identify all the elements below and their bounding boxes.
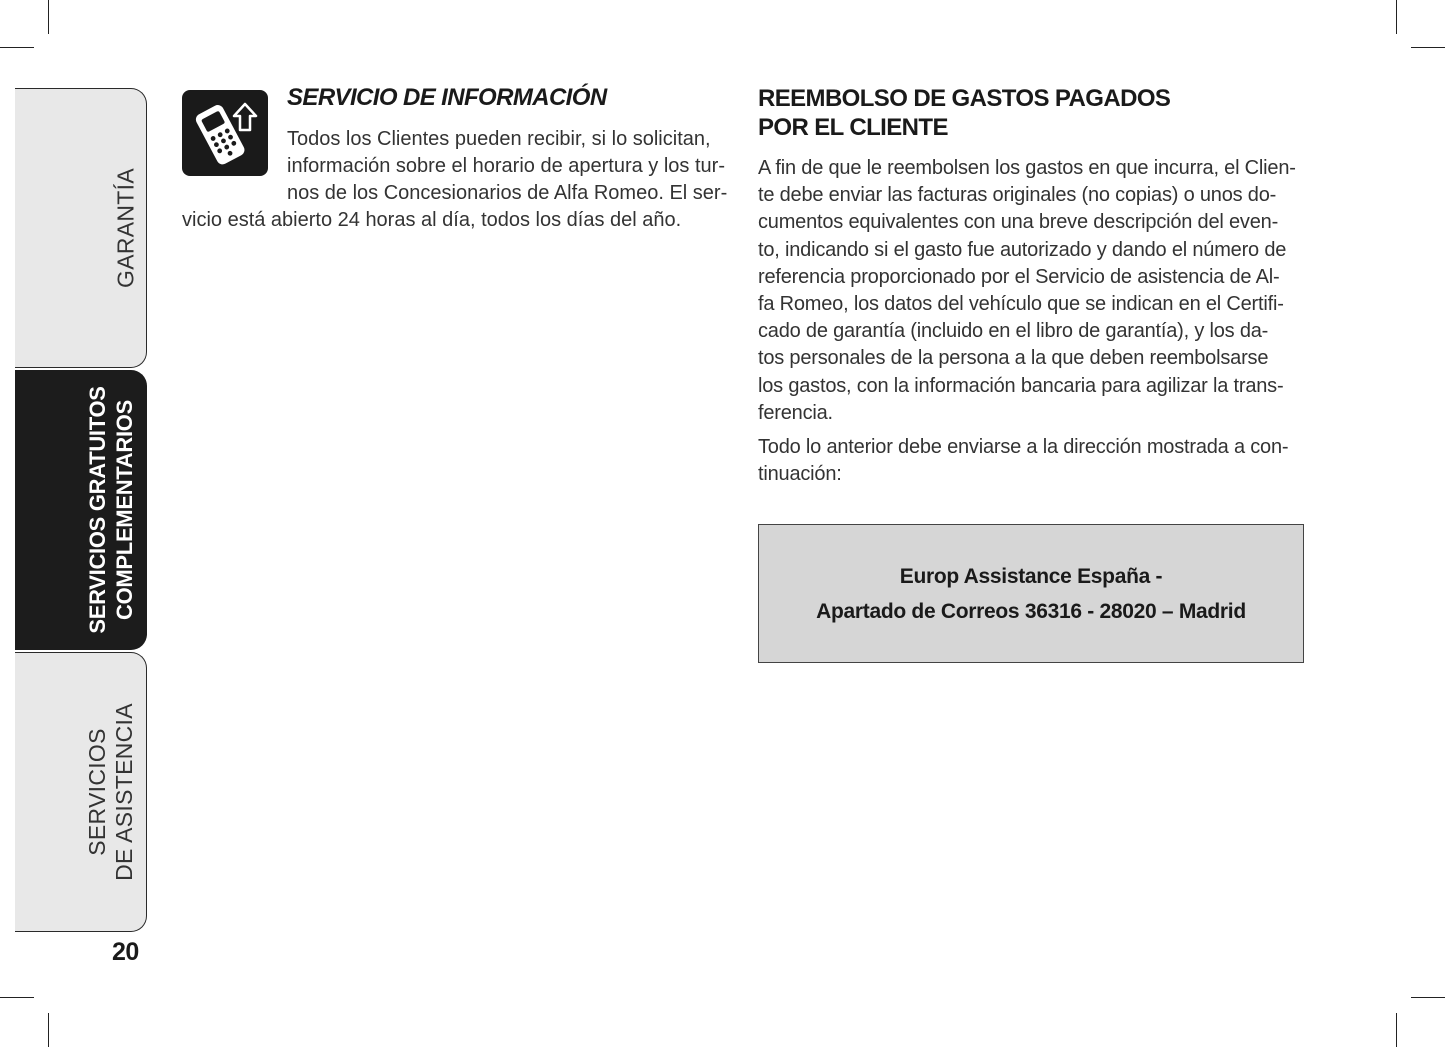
body-line: nos de los Concesionarios de Alfa Romeo. El ser- (287, 182, 728, 204)
crop-mark (1411, 997, 1445, 998)
tab-garantia[interactable] (15, 88, 147, 368)
paragraph-line: te debe enviar las facturas originales (no copias) o unos do- (758, 184, 1277, 207)
left-body-text (182, 126, 728, 234)
paragraph-line: ferencia. (758, 401, 833, 424)
tab-servicios-asistencia[interactable] (15, 652, 147, 932)
paragraph-line: fa Romeo, los datos del vehículo que se indican en el Certifi- (758, 293, 1284, 316)
crop-mark (48, 1013, 49, 1047)
heading-line: POR EL CLIENTE (758, 114, 948, 141)
paragraph-line: to, indicando si el gasto fue autorizado y dando el número de (758, 238, 1287, 261)
paragraph-line: referencia proporcionado por el Servicio de asistencia de Al- (758, 265, 1280, 288)
paragraph-line: tinuación: (758, 463, 842, 486)
section-heading: SERVICIO DE INFORMACIÓN (287, 84, 607, 111)
body-line: vicio está abierto 24 horas al día, todos los días del año. (182, 209, 682, 231)
paragraph-line: cado de garantía (incluido en el libro de garantía), y los da- (758, 320, 1269, 343)
body-line: información sobre el horario de apertura y los tur- (287, 155, 725, 177)
address-box (758, 524, 1304, 663)
body-line: Todos los Clientes pueden recibir, si lo solicitan, (287, 128, 711, 150)
crop-mark (1411, 47, 1445, 48)
paragraph-line: Todo lo anterior debe enviarse a la dirección mostrada a con- (758, 436, 1289, 458)
crop-mark (48, 0, 49, 34)
heading-line: REEMBOLSO DE GASTOS PAGADOS (758, 85, 1171, 112)
paragraph-line: cumentos equivalentes con una breve descripción del even- (758, 211, 1279, 234)
tab-label: SERVICIOS GRATUITOS COMPLEMENTARIOS (84, 386, 137, 634)
page-number: 20 (112, 938, 139, 966)
crop-mark (0, 47, 34, 48)
crop-mark (1396, 1013, 1397, 1047)
tab-label: GARANTÍA (112, 168, 138, 288)
section-heading (758, 84, 1170, 142)
address-line-2: Apartado de Correos 36316 - 28020 – Madrid (816, 599, 1246, 623)
paragraph-line: tos personales de la persona a la que deben reembolsarse (758, 347, 1269, 370)
reimbursement-paragraph (758, 155, 1304, 427)
address-intro-paragraph (758, 434, 1304, 488)
paragraph-line: los gastos, con la información bancaria para agilizar la trans- (758, 374, 1284, 397)
crop-mark (0, 997, 34, 998)
address-line-1: Europ Assistance España - (899, 564, 1163, 588)
tab-label: SERVICIOS DE ASISTENCIA (83, 703, 137, 881)
crop-mark (1396, 0, 1397, 34)
tab-servicios-gratuitos[interactable] (15, 370, 147, 650)
paragraph-line: A fin de que le reembolsen los gastos en que incurra, el Clien- (758, 157, 1296, 179)
